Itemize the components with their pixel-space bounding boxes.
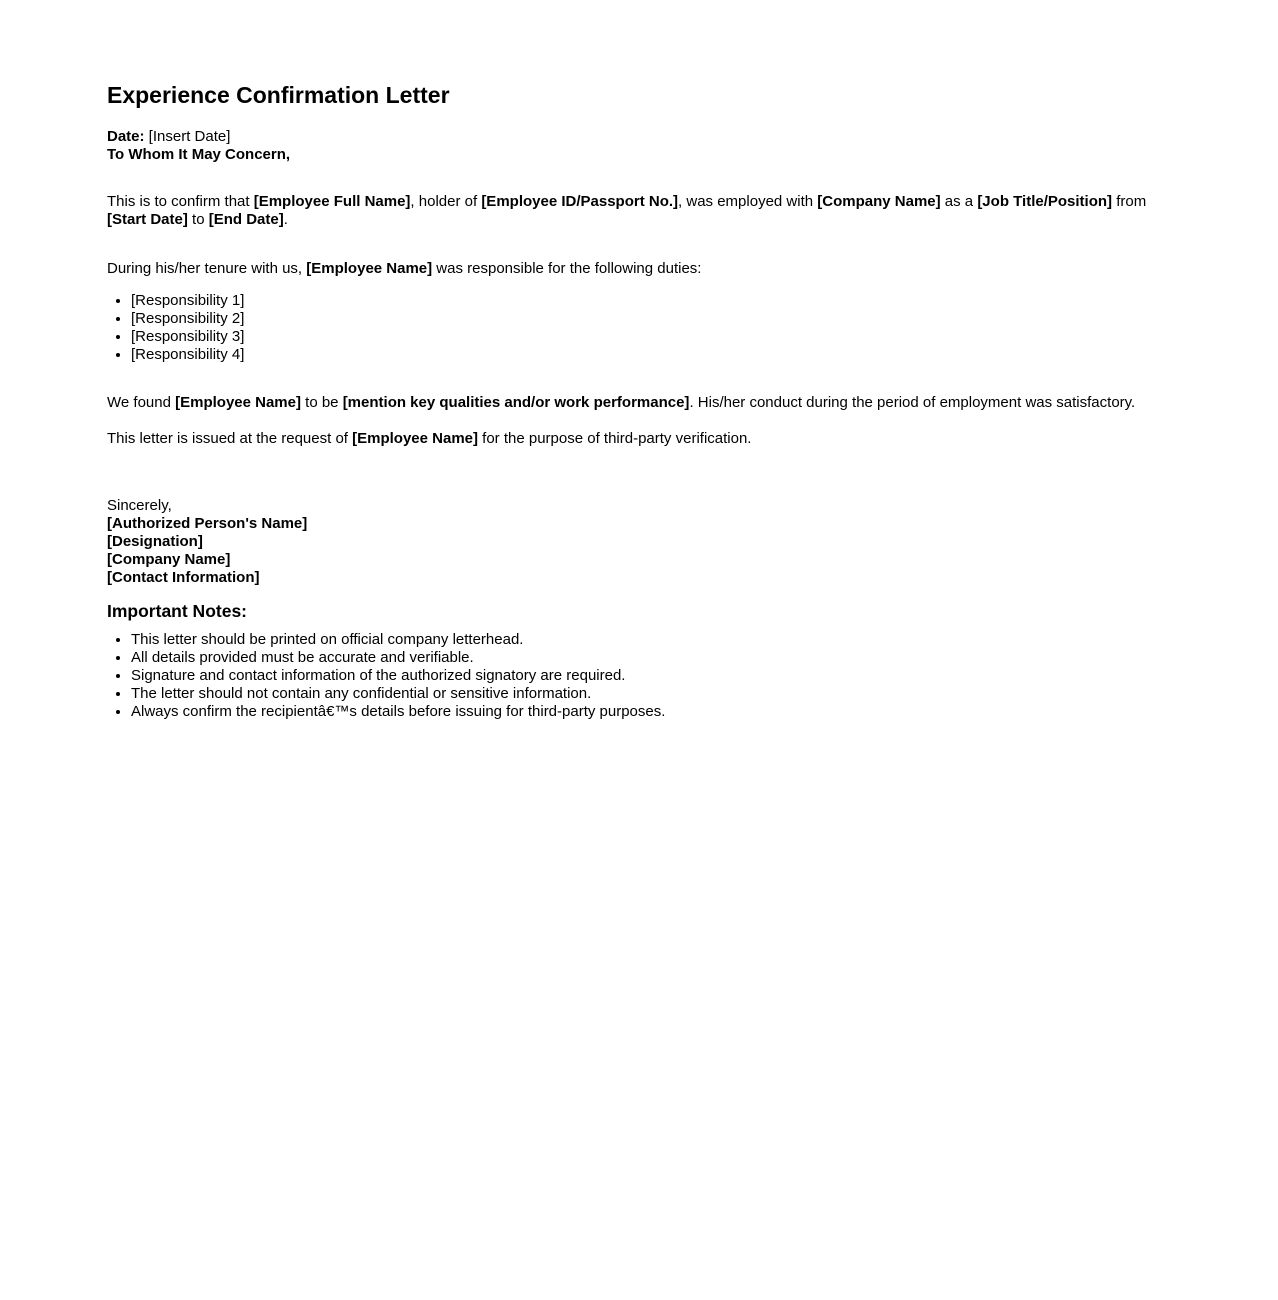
confirmation-paragraph xyxy=(107,193,1171,229)
text-segment: We found xyxy=(107,394,176,411)
text-segment: . xyxy=(283,211,288,228)
list-item: • [Responsibility 1] xyxy=(131,292,1171,310)
bold-text-segment: [Employee Full Name] xyxy=(253,193,411,210)
text-segment: Sincerely, xyxy=(107,497,172,514)
text-segment: This is to confirm that xyxy=(107,193,254,210)
list-item: • [Responsibility 2] xyxy=(131,310,1171,328)
text-segment: to be xyxy=(300,394,343,411)
letter-content xyxy=(107,82,1171,721)
bold-text-segment: [Contact Information] xyxy=(107,569,260,586)
date-and-salutation xyxy=(107,128,1171,164)
letter-title: Experience Confirmation Letter xyxy=(107,82,450,108)
evaluation-paragraph xyxy=(107,394,1171,412)
text-segment: , was employed with xyxy=(678,193,818,210)
list-item: • All details provided must be accurate and verifiable. xyxy=(131,649,1171,667)
text-segment: . His/her conduct during the period of employment was satisfactory. xyxy=(689,394,1136,411)
bold-text-segment: [Designation] xyxy=(107,533,203,550)
signature-block xyxy=(107,497,1171,587)
bold-text-segment: To Whom It May Concern, xyxy=(107,146,291,163)
bold-text-segment: [Start Date] xyxy=(107,211,188,228)
bold-text-segment: [Authorized Person's Name] xyxy=(107,515,308,532)
text-segment: from xyxy=(1112,193,1147,210)
text-segment: [Insert Date] xyxy=(144,128,231,145)
text-segment: to xyxy=(187,211,209,228)
list-item: • Always confirm the recipientâ€™s details before issuing for third-party purposes. xyxy=(131,703,1171,721)
bold-text-segment: [End Date] xyxy=(208,211,284,228)
bold-text-segment: [Employee Name] xyxy=(352,430,478,447)
bold-text-segment: [Employee Name] xyxy=(306,260,433,277)
text-segment: , holder of xyxy=(410,193,482,210)
purpose-paragraph xyxy=(107,430,1171,448)
notes-list xyxy=(107,631,1171,721)
list-item: • This letter should be printed on official company letterhead. xyxy=(131,631,1171,649)
bold-text-segment: [Job Title/Position] xyxy=(977,193,1113,210)
bold-text-segment: [Company Name] xyxy=(107,551,231,568)
bold-text-segment: [Employee ID/Passport No.] xyxy=(481,193,679,210)
text-segment: was responsible for the following duties: xyxy=(432,260,702,277)
text-segment: as a xyxy=(940,193,978,210)
list-item: • [Responsibility 4] xyxy=(131,346,1171,364)
text-segment: This letter is issued at the request of xyxy=(107,430,353,447)
list-item: • Signature and contact information of the authorized signatory are required. xyxy=(131,667,1171,685)
bold-text-segment: [Employee Name] xyxy=(175,394,301,411)
bold-text-segment: Date: xyxy=(107,128,145,145)
notes-heading: Important Notes: xyxy=(107,601,247,621)
tenure-paragraph xyxy=(107,260,1171,278)
list-item: • The letter should not contain any confidential or sensitive information. xyxy=(131,685,1171,703)
bold-text-segment: [mention key qualities and/or work performance] xyxy=(342,394,690,411)
text-segment: for the purpose of third-party verification. xyxy=(478,430,752,447)
text-segment: During his/her tenure with us, xyxy=(107,260,307,277)
duties-list xyxy=(107,292,1171,364)
bold-text-segment: [Company Name] xyxy=(817,193,941,210)
list-item: • [Responsibility 3] xyxy=(131,328,1171,346)
